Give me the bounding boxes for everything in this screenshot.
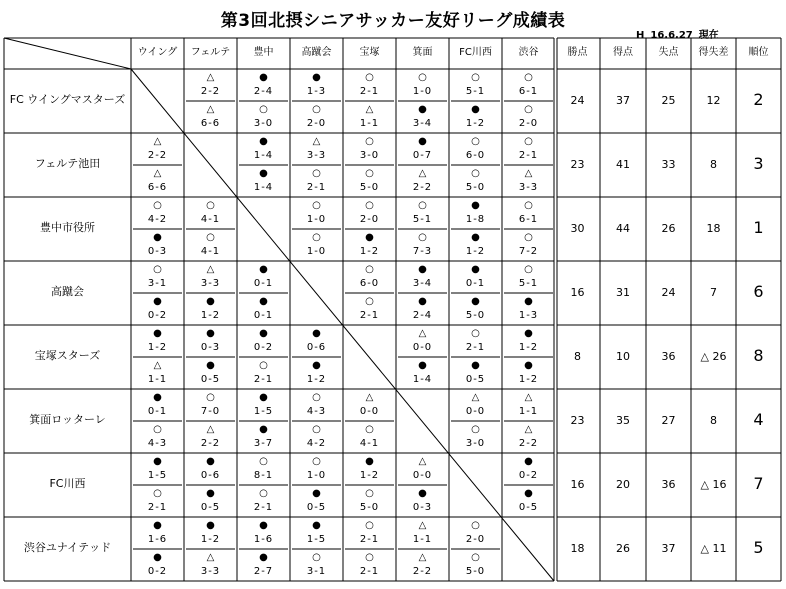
- stat-value: △ 11: [700, 542, 727, 555]
- match-score: 3-3: [518, 182, 539, 193]
- stat-value: 7: [710, 286, 717, 299]
- result-mark: ●: [259, 552, 268, 563]
- column-header-7: 渋谷: [518, 47, 539, 58]
- result-mark: ●: [206, 328, 215, 339]
- stat-value: 41: [616, 158, 630, 171]
- result-mark: ○: [259, 456, 268, 467]
- stat-value: 27: [661, 414, 676, 427]
- result-mark: △: [206, 72, 215, 83]
- result-mark: △: [471, 392, 480, 403]
- match-score: 0-2: [518, 470, 539, 481]
- result-mark: ○: [312, 232, 321, 243]
- match-score: 1-1: [147, 374, 168, 385]
- result-mark: △: [418, 552, 427, 563]
- result-mark: ●: [312, 360, 321, 371]
- result-mark: △: [524, 392, 533, 403]
- match-score: 2-7: [253, 566, 274, 577]
- match-score: 8-1: [253, 470, 274, 481]
- match-score: 5-0: [359, 502, 380, 513]
- stat-value: 24: [570, 94, 585, 107]
- match-score: 0-5: [200, 502, 221, 513]
- result-mark: △: [153, 168, 162, 179]
- result-mark: ○: [418, 72, 427, 83]
- match-score: 2-4: [253, 86, 274, 97]
- result-mark: ○: [418, 200, 427, 211]
- match-score: 2-0: [465, 534, 486, 545]
- match-score: 4-1: [200, 214, 221, 225]
- stat-header-4: 順位: [748, 47, 769, 58]
- result-mark: ○: [365, 72, 374, 83]
- match-score: 0-0: [465, 406, 486, 417]
- match-score: 6-6: [200, 118, 221, 129]
- match-score: 0-6: [306, 342, 327, 353]
- match-score: 0-5: [306, 502, 327, 513]
- result-mark: ●: [259, 424, 268, 435]
- match-score: 7-0: [200, 406, 221, 417]
- match-score: 5-0: [465, 310, 486, 321]
- match-score: 1-3: [306, 86, 327, 97]
- result-mark: △: [312, 136, 321, 147]
- result-mark: △: [524, 424, 533, 435]
- result-mark: ○: [524, 264, 533, 275]
- result-mark: ○: [259, 360, 268, 371]
- column-header-1: フェルテ: [190, 47, 231, 58]
- column-header-0: ウイング: [137, 47, 178, 58]
- team-name: 宝塚スターズ: [34, 349, 101, 362]
- match-score: 1-0: [306, 214, 327, 225]
- result-mark: ●: [153, 232, 162, 243]
- result-mark: ○: [312, 392, 321, 403]
- result-mark: ●: [153, 296, 162, 307]
- match-score: 1-6: [253, 534, 274, 545]
- team-name: FC川西: [49, 477, 86, 490]
- result-mark: ●: [312, 72, 321, 83]
- match-score: 2-0: [518, 118, 539, 129]
- match-score: 3-7: [253, 438, 274, 449]
- result-mark: ●: [312, 488, 321, 499]
- stat-header-2: 失点: [658, 47, 679, 58]
- result-mark: ○: [365, 424, 374, 435]
- result-mark: ●: [206, 360, 215, 371]
- match-score: 2-1: [359, 566, 380, 577]
- result-mark: △: [418, 520, 427, 531]
- team-name: 高蹴会: [51, 285, 84, 298]
- result-mark: ○: [471, 552, 480, 563]
- rank-value: 7: [753, 474, 764, 493]
- stat-value: 8: [710, 414, 717, 427]
- match-score: 0-5: [518, 502, 539, 513]
- match-score: 1-2: [306, 374, 327, 385]
- match-score: 1-4: [253, 150, 274, 161]
- match-score: 5-1: [412, 214, 433, 225]
- match-score: 0-1: [253, 310, 274, 321]
- match-score: 7-3: [412, 246, 433, 257]
- result-mark: ○: [524, 72, 533, 83]
- result-mark: △: [418, 456, 427, 467]
- page-title: 第3回北摂シニアサッカー友好リーグ成績表: [220, 11, 566, 31]
- result-mark: △: [206, 552, 215, 563]
- result-mark: ○: [153, 424, 162, 435]
- result-mark: ○: [312, 168, 321, 179]
- match-score: 3-1: [147, 278, 168, 289]
- stat-value: 36: [661, 478, 676, 491]
- result-mark: ○: [471, 520, 480, 531]
- stat-value: 24: [661, 286, 676, 299]
- result-mark: ●: [418, 488, 427, 499]
- stat-value: 16: [570, 286, 585, 299]
- rank-value: 6: [753, 282, 764, 301]
- result-mark: △: [365, 392, 374, 403]
- match-score: 4-3: [147, 438, 168, 449]
- match-score: 0-1: [465, 278, 486, 289]
- result-mark: ○: [365, 520, 374, 531]
- team-name: フェルテ池田: [34, 157, 101, 170]
- match-score: 0-5: [465, 374, 486, 385]
- match-score: 7-2: [518, 246, 539, 257]
- result-mark: ○: [365, 200, 374, 211]
- match-score: 1-1: [518, 406, 539, 417]
- result-mark: ○: [471, 424, 480, 435]
- match-score: 2-2: [147, 150, 168, 161]
- result-mark: ●: [524, 456, 533, 467]
- result-mark: △: [153, 360, 162, 371]
- result-mark: △: [418, 168, 427, 179]
- stat-value: 37: [661, 542, 676, 555]
- result-mark: △: [206, 264, 215, 275]
- match-score: 5-1: [518, 278, 539, 289]
- result-mark: ●: [471, 296, 480, 307]
- result-mark: ○: [524, 232, 533, 243]
- match-score: 0-6: [200, 470, 221, 481]
- stat-value: 8: [710, 158, 717, 171]
- result-mark: ○: [365, 136, 374, 147]
- result-mark: ●: [259, 392, 268, 403]
- match-score: 2-1: [359, 86, 380, 97]
- match-score: 1-2: [147, 342, 168, 353]
- match-score: 6-1: [518, 214, 539, 225]
- match-score: 0-5: [200, 374, 221, 385]
- stat-value: △ 16: [700, 478, 727, 491]
- result-mark: ○: [524, 200, 533, 211]
- match-score: 1-2: [465, 118, 486, 129]
- result-mark: ○: [471, 72, 480, 83]
- result-mark: ●: [259, 136, 268, 147]
- result-mark: ●: [471, 200, 480, 211]
- result-mark: ○: [259, 488, 268, 499]
- result-mark: ○: [471, 328, 480, 339]
- column-header-3: 高蹴会: [301, 47, 332, 58]
- match-score: 1-2: [518, 342, 539, 353]
- result-mark: ○: [312, 456, 321, 467]
- match-score: 2-1: [518, 150, 539, 161]
- match-score: 0-1: [147, 406, 168, 417]
- match-score: 1-2: [359, 246, 380, 257]
- match-score: 0-1: [253, 278, 274, 289]
- date: 16.6.27: [650, 30, 693, 41]
- match-score: 5-0: [465, 182, 486, 193]
- stat-header-1: 得点: [613, 47, 633, 58]
- match-score: 0-3: [200, 342, 221, 353]
- match-score: 1-1: [412, 534, 433, 545]
- result-mark: ○: [471, 136, 480, 147]
- match-score: 3-0: [465, 438, 486, 449]
- result-mark: ●: [418, 264, 427, 275]
- match-score: 2-1: [359, 310, 380, 321]
- result-mark: ●: [471, 264, 480, 275]
- match-score: 6-1: [518, 86, 539, 97]
- stat-value: 8: [574, 350, 581, 363]
- result-mark: ●: [259, 296, 268, 307]
- result-mark: ○: [524, 104, 533, 115]
- stat-value: 18: [706, 222, 721, 235]
- match-score: 0-7: [412, 150, 433, 161]
- match-score: 1-2: [359, 470, 380, 481]
- match-score: 1-0: [412, 86, 433, 97]
- result-mark: △: [524, 168, 533, 179]
- match-score: 4-1: [359, 438, 380, 449]
- match-score: 5-0: [465, 566, 486, 577]
- match-score: 2-2: [200, 438, 221, 449]
- match-score: 1-4: [412, 374, 433, 385]
- match-score: 1-2: [465, 246, 486, 257]
- result-mark: ●: [206, 488, 215, 499]
- result-mark: ●: [153, 552, 162, 563]
- match-score: 4-2: [306, 438, 327, 449]
- stat-value: 16: [570, 478, 585, 491]
- result-mark: ●: [206, 296, 215, 307]
- result-mark: ○: [471, 168, 480, 179]
- match-score: 0-2: [147, 566, 168, 577]
- match-score: 2-1: [253, 502, 274, 513]
- result-mark: ●: [365, 456, 374, 467]
- match-score: 1-3: [518, 310, 539, 321]
- rank-value: 5: [753, 538, 764, 557]
- stat-value: 25: [661, 94, 676, 107]
- result-mark: ●: [524, 360, 533, 371]
- match-score: 1-0: [306, 246, 327, 257]
- era: H: [636, 30, 645, 41]
- rank-value: 3: [753, 154, 764, 173]
- match-score: 1-5: [147, 470, 168, 481]
- match-score: 2-2: [412, 566, 433, 577]
- match-score: 0-2: [147, 310, 168, 321]
- result-mark: ●: [206, 456, 215, 467]
- result-mark: ○: [524, 136, 533, 147]
- result-mark: ●: [524, 296, 533, 307]
- stat-value: 18: [570, 542, 585, 555]
- result-mark: ○: [153, 200, 162, 211]
- match-score: 3-3: [200, 566, 221, 577]
- match-score: 2-4: [412, 310, 433, 321]
- match-score: 4-2: [147, 214, 168, 225]
- team-name: 渋谷ユナイテッド: [23, 541, 112, 554]
- match-score: 5-0: [359, 182, 380, 193]
- stat-value: 26: [661, 222, 676, 235]
- match-score: 3-0: [253, 118, 274, 129]
- result-mark: ○: [312, 104, 321, 115]
- result-mark: ●: [153, 392, 162, 403]
- column-header-4: 宝塚: [359, 47, 380, 58]
- team-name: FC ウイングマスターズ: [9, 93, 126, 106]
- match-score: 3-4: [412, 278, 433, 289]
- match-score: 3-3: [306, 150, 327, 161]
- column-header-5: 箕面: [412, 47, 433, 58]
- match-score: 0-3: [412, 502, 433, 513]
- match-score: 0-0: [412, 470, 433, 481]
- match-score: 1-0: [306, 470, 327, 481]
- match-score: 1-4: [253, 182, 274, 193]
- stat-value: 36: [661, 350, 676, 363]
- result-mark: ○: [206, 392, 215, 403]
- result-mark: ●: [259, 72, 268, 83]
- result-mark: ●: [153, 328, 162, 339]
- match-score: 1-5: [306, 534, 327, 545]
- column-header-2: 豊中: [253, 47, 274, 58]
- result-mark: ●: [259, 264, 268, 275]
- match-score: 2-2: [412, 182, 433, 193]
- stat-value: 23: [570, 414, 585, 427]
- result-mark: ○: [153, 488, 162, 499]
- match-score: 3-3: [200, 278, 221, 289]
- team-name: 豊中市役所: [40, 221, 95, 234]
- stat-value: 23: [570, 158, 585, 171]
- stat-value: 20: [616, 478, 630, 491]
- match-score: 0-0: [359, 406, 380, 417]
- team-name: 箕面ロッターレ: [29, 413, 106, 426]
- result-mark: ●: [418, 296, 427, 307]
- result-mark: ○: [365, 488, 374, 499]
- result-mark: ●: [418, 360, 427, 371]
- result-mark: ●: [312, 328, 321, 339]
- match-score: 6-0: [359, 278, 380, 289]
- match-score: 2-1: [306, 182, 327, 193]
- rank-value: 8: [753, 346, 764, 365]
- match-score: 2-2: [518, 438, 539, 449]
- result-mark: ●: [471, 232, 480, 243]
- rank-value: 1: [753, 218, 764, 237]
- match-score: 2-0: [306, 118, 327, 129]
- match-score: 1-6: [147, 534, 168, 545]
- stat-value: 33: [661, 158, 676, 171]
- result-mark: ○: [206, 200, 215, 211]
- match-score: 0-3: [147, 246, 168, 257]
- match-score: 6-6: [147, 182, 168, 193]
- match-score: 4-1: [200, 246, 221, 257]
- result-mark: ●: [524, 328, 533, 339]
- result-mark: ○: [312, 200, 321, 211]
- match-score: 6-0: [465, 150, 486, 161]
- result-mark: ○: [153, 264, 162, 275]
- result-mark: ○: [365, 296, 374, 307]
- result-mark: ●: [153, 520, 162, 531]
- match-score: 5-1: [465, 86, 486, 97]
- stat-value: △ 26: [700, 350, 727, 363]
- match-score: 1-2: [518, 374, 539, 385]
- rank-value: 2: [753, 90, 764, 109]
- stat-value: 44: [616, 222, 630, 235]
- result-mark: △: [418, 328, 427, 339]
- match-score: 1-5: [253, 406, 274, 417]
- result-mark: ○: [312, 552, 321, 563]
- match-score: 2-1: [253, 374, 274, 385]
- result-mark: ○: [365, 264, 374, 275]
- result-mark: ●: [206, 520, 215, 531]
- match-score: 4-3: [306, 406, 327, 417]
- result-mark: ●: [153, 456, 162, 467]
- result-mark: ●: [471, 104, 480, 115]
- result-mark: ●: [259, 520, 268, 531]
- result-mark: ○: [365, 552, 374, 563]
- stat-value: 31: [616, 286, 630, 299]
- match-score: 2-1: [359, 534, 380, 545]
- match-score: 1-8: [465, 214, 486, 225]
- stat-header-0: 勝点: [567, 47, 588, 58]
- match-score: 2-1: [465, 342, 486, 353]
- match-score: 3-0: [359, 150, 380, 161]
- stat-value: 37: [616, 94, 630, 107]
- stat-value: 30: [570, 222, 585, 235]
- result-mark: ●: [259, 168, 268, 179]
- result-mark: ●: [418, 104, 427, 115]
- result-mark: ●: [259, 328, 268, 339]
- result-mark: △: [206, 104, 215, 115]
- match-score: 1-1: [359, 118, 380, 129]
- result-mark: △: [153, 136, 162, 147]
- result-mark: ●: [418, 136, 427, 147]
- match-score: 2-2: [200, 86, 221, 97]
- result-mark: ●: [524, 488, 533, 499]
- result-mark: ●: [365, 232, 374, 243]
- result-mark: ○: [418, 232, 427, 243]
- match-score: 1-2: [200, 310, 221, 321]
- stat-value: 10: [616, 350, 630, 363]
- result-mark: △: [365, 104, 374, 115]
- result-mark: ○: [259, 104, 268, 115]
- stat-header-3: 得失差: [698, 47, 729, 58]
- match-score: 0-0: [412, 342, 433, 353]
- match-score: 3-4: [412, 118, 433, 129]
- result-mark: ●: [471, 360, 480, 371]
- stat-value: 26: [616, 542, 630, 555]
- result-mark: ●: [312, 520, 321, 531]
- result-mark: ○: [312, 424, 321, 435]
- match-score: 2-1: [147, 502, 168, 513]
- stat-value: 12: [706, 94, 721, 107]
- result-mark: ○: [365, 168, 374, 179]
- result-mark: ○: [206, 232, 215, 243]
- result-mark: △: [206, 424, 215, 435]
- as-of-label: 現在: [698, 30, 719, 41]
- match-score: 1-2: [200, 534, 221, 545]
- match-score: 0-2: [253, 342, 274, 353]
- match-score: 2-0: [359, 214, 380, 225]
- match-score: 3-1: [306, 566, 327, 577]
- rank-value: 4: [753, 410, 764, 429]
- column-header-6: FC川西: [459, 47, 492, 58]
- stat-value: 35: [616, 414, 630, 427]
